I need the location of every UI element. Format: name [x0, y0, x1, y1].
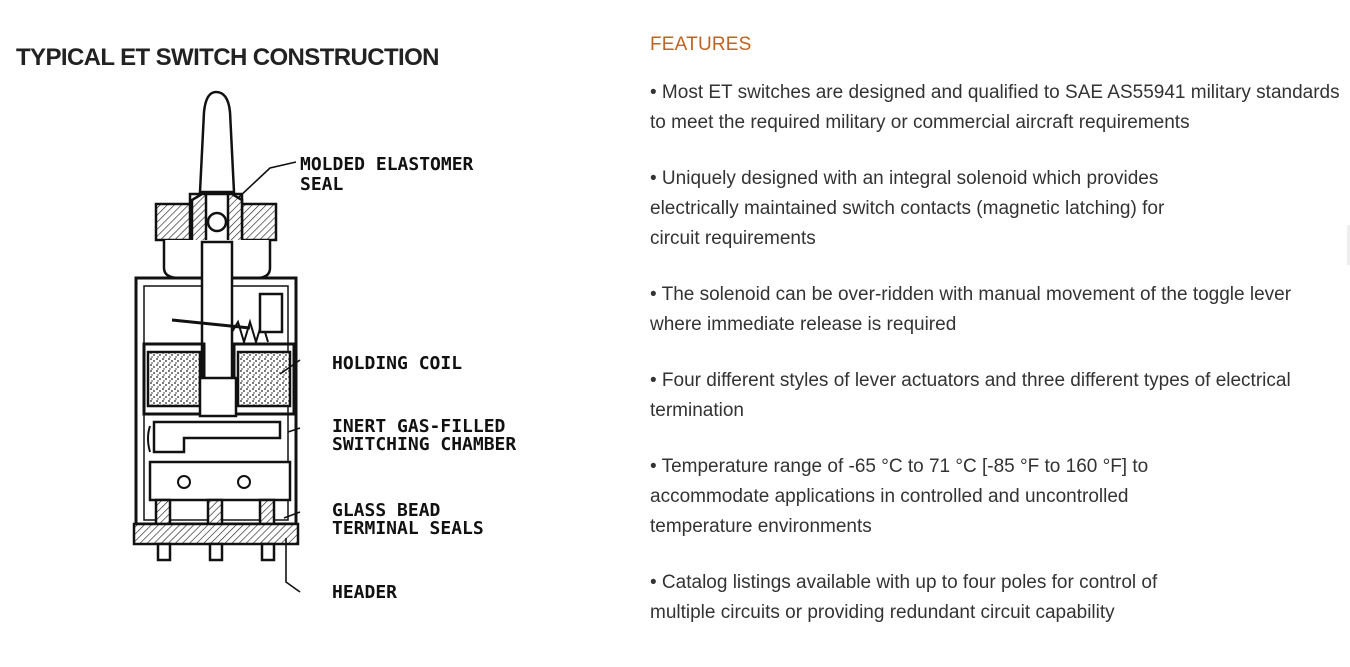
- label-holding-coil: HOLDING COIL: [332, 353, 463, 374]
- diagram-title: TYPICAL ET SWITCH CONSTRUCTION: [16, 44, 439, 71]
- feature-item: • Catalog listings available with up to four poles for control of multiple circuits or providing redundant circuit capability: [650, 572, 1158, 623]
- holding-coil-left: [148, 352, 200, 406]
- diagram-panel: [0, 0, 620, 667]
- label-header: HEADER: [332, 582, 398, 603]
- features-panel: [650, 34, 1340, 654]
- feature-item: • Four different styles of lever actuators and three different types of electrical termination: [650, 370, 1291, 421]
- label-inert-gas-filled: INERT GAS-FILLED: [332, 416, 506, 437]
- shaft: [202, 242, 232, 382]
- features-heading: FEATURES: [650, 34, 752, 55]
- nut-left: [156, 204, 192, 240]
- feature-item: • Uniquely designed with an integral solenoid which provides electrically maintained switch contacts (magnetic latching) for circuit requirements: [650, 168, 1165, 249]
- holding-coil-right: [238, 352, 290, 406]
- label-switching-chamber: SWITCHING CHAMBER: [332, 434, 517, 455]
- label-glass-bead: GLASS BEAD: [332, 500, 441, 521]
- switch-module: [150, 462, 290, 500]
- label-terminal-seals: TERMINAL SEALS: [332, 518, 484, 539]
- armature: [200, 378, 236, 416]
- feature-item: • Temperature range of -65 °C to 71 °C [-85 °F to 160 °F] to accommodate applications in controlled and uncontrolled temperature environments: [650, 456, 1149, 537]
- feature-item: • The solenoid can be over-ridden with manual movement of the toggle lever where immediate release is required: [650, 284, 1292, 335]
- switch-construction-diagram: [120, 82, 560, 622]
- label-molded-elastomer: MOLDED ELASTOMER: [300, 154, 474, 175]
- feature-item: • Most ET switches are designed and qualified to SAE AS55941 military standards to meet the required military or commercial aircraft requirements: [650, 82, 1340, 133]
- label-seal: SEAL: [300, 174, 344, 195]
- nut-right: [240, 204, 276, 240]
- header: [134, 524, 298, 544]
- toggle-lever: [200, 92, 234, 192]
